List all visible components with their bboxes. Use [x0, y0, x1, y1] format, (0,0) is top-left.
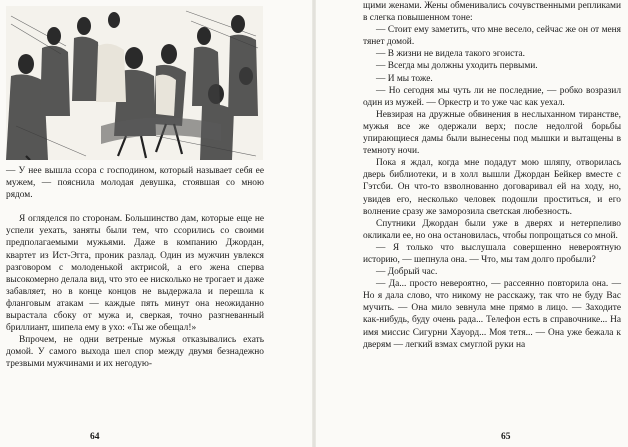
- party-illustration: [6, 6, 263, 160]
- paragraph: — Но сегодня мы чуть ли не последние, — робко возразил один из мужей. — Оркестр и то уже час как уехал.: [363, 85, 621, 108]
- paragraph: — Да... просто невероятно, — рассеянно повторила она. — Но я дала слово, что никому не расскажу, так что не буду Вас мучить. — Она мило зевнула мне прямо в лицо. — Заходите как-нибудь, буду очень рада... Телефон есть в справочнике... На имя миссис Сигурни Хауорд... Моя тетя... — Она уже бежала к дверям — легкий взмах смуглой руки на: [363, 279, 621, 350]
- page-number: 65: [501, 432, 511, 442]
- paragraph: Пока я ждал, когда мне подадут мою шляпу, отворилась дверь библиотеки, и в холл вышли Джордан Бейкер вместе с Гэтсби. Он что-то взволнованно договаривал ей на ходу, но, увидев его, несколько человек подошли проститься, и его волнение сразу же заморозила светская любезность.: [363, 158, 621, 217]
- paragraph: Спутники Джордан были уже в дверях и нетерпеливо окликали ее, но она остановилась, чтобы попрощаться со мной.: [363, 218, 621, 241]
- paragraph: — Стоит ему заметить, что мне весело, сейчас же он от меня тянет домой.: [363, 25, 621, 48]
- left-text-column: [6, 165, 264, 371]
- paragraph: — И мы тоже.: [376, 73, 433, 84]
- right-page: [314, 0, 628, 447]
- paragraph: Невзирая на дружные обвинения в неслыханном тиранстве, мужья все же одержали верх; после недолгой борьбы упирающиеся дамы были вынесены под мышки и вытащены в темноту ночи.: [363, 109, 621, 157]
- paragraph: — В жизни не видела такого эгоиста.: [376, 49, 525, 60]
- page-number: 64: [90, 432, 100, 442]
- paragraph: — У нее вышла ссора с господином, который называет себя ее мужем, — пояснила молодая девушка, стоявшая со мною рядом.: [6, 166, 264, 201]
- paragraph: — Я только что выслушала совершенно невероятную историю, — шепнула она. — Что, мы там долго пробыли?: [363, 242, 621, 265]
- paragraph: — Добрый час.: [376, 267, 438, 278]
- paragraph: Впрочем, не одни ветреные мужья отказывались ехать домой. У самого выхода шел спор между двумя безнадежно трезвыми мужчинами и их негодую-: [6, 335, 264, 370]
- paragraph: — Всегда мы должны уходить первыми.: [376, 61, 538, 72]
- paragraph: щими женами. Жены обменивались сочувственными репликами в слегка повышенном тоне:: [363, 1, 621, 24]
- paragraph: Я огляделся по сторонам. Большинство дам, которые еще не успели уехать, заняты были тем, что ссорились со своими предполагаемыми мужьями. Даже в компанию Джордан, квартет из Ист-Эгга, проник разлад. Один из мужчин увлекся разговором с молоденькой актрисой, а его жена сперва высокомерно делала вид, что это ее нисколько не трогает и даже забавляет, но в конце концов не выдержала и перешла к фланговым атакам — каждые пять минут она неожиданно вырастала сбоку от мужа и, сверкая, точно разгневанный бриллиант, шипела ему в ухо: «Ты же обещал!»: [6, 214, 264, 334]
- right-text-column: [363, 0, 621, 351]
